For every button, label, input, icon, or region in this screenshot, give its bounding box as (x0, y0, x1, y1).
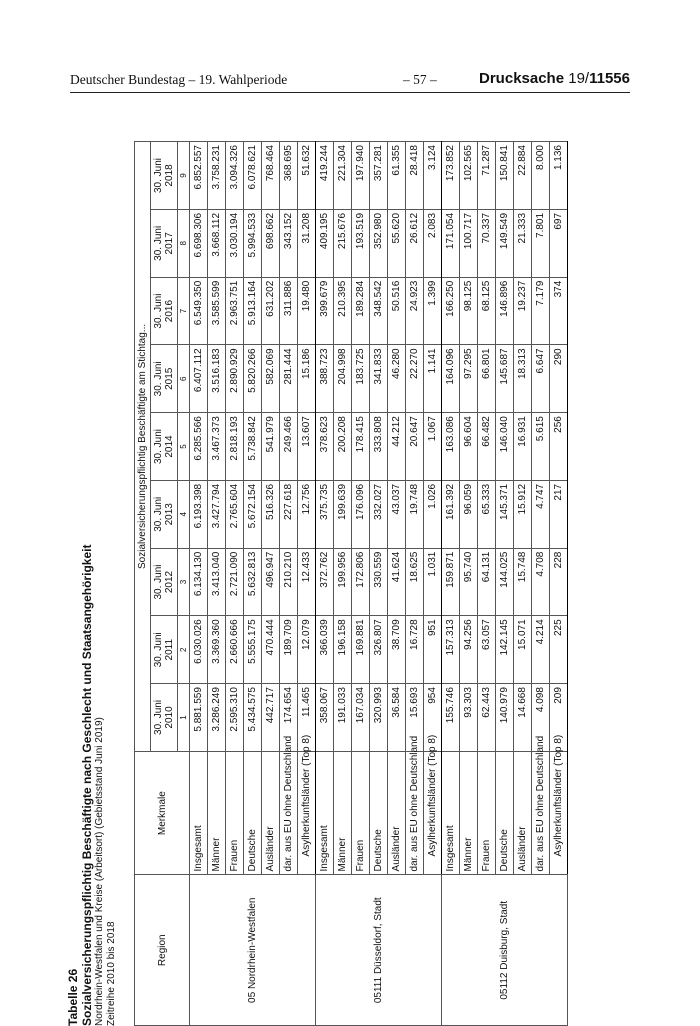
value-cell: 173.852 (442, 142, 460, 210)
value-cell: 196.158 (334, 616, 352, 684)
value-cell: 6.193.398 (190, 480, 208, 548)
value-cell: 178.415 (352, 413, 370, 481)
value-cell: 541.979 (262, 413, 280, 481)
value-cell: 21.333 (514, 209, 532, 277)
year-header (151, 142, 178, 210)
value-cell: 582.069 (262, 345, 280, 413)
value-cell: 199.956 (334, 548, 352, 616)
year-header-year: 2013 (164, 503, 175, 526)
merkmal-cell: Insgesamt (316, 751, 334, 875)
year-header (151, 480, 178, 548)
year-header (151, 616, 178, 684)
value-cell: 631.202 (262, 277, 280, 345)
value-cell: 150.841 (496, 142, 514, 210)
value-cell: 65.333 (478, 480, 496, 548)
value-cell: 2.083 (424, 209, 442, 277)
region-cell: 05111 Düsseldorf, Stadt (316, 875, 442, 1026)
table-subtitle: Nordrhein-Westfalen und Kreise (Arbeitsort) (Gebietsstand Juni 2019) (94, 717, 105, 1026)
merkmal-cell: Insgesamt (442, 751, 460, 875)
value-cell: 249.466 (280, 413, 298, 481)
value-cell: 159.871 (442, 548, 460, 616)
value-cell: 145.687 (496, 345, 514, 413)
value-cell: 2.963.751 (226, 277, 244, 345)
value-cell: 197.940 (352, 142, 370, 210)
value-cell: 63.057 (478, 616, 496, 684)
value-cell: 144.025 (496, 548, 514, 616)
value-cell: 14.668 (514, 684, 532, 752)
merkmal-cell: Deutsche (370, 751, 388, 875)
value-cell: 5.738.842 (244, 413, 262, 481)
merkmal-cell: Ausländer (514, 751, 532, 875)
year-header-year: 2011 (164, 638, 175, 661)
value-cell: 954 (424, 684, 442, 752)
value-cell: 22.270 (406, 345, 424, 413)
header-page-number: – 57 – (403, 72, 437, 87)
year-header-date: 30. Juni (153, 293, 164, 329)
value-cell: 15.186 (298, 345, 316, 413)
value-cell: 146.040 (496, 413, 514, 481)
value-cell: 210.210 (280, 548, 298, 616)
value-cell: 15.071 (514, 616, 532, 684)
value-cell: 62.443 (478, 684, 496, 752)
value-cell: 163.086 (442, 413, 460, 481)
value-cell: 3.094.326 (226, 142, 244, 210)
year-header-year: 2016 (164, 299, 175, 323)
value-cell: 71.287 (478, 142, 496, 210)
value-cell: 19.748 (406, 480, 424, 548)
value-cell: 6.030.026 (190, 616, 208, 684)
value-cell: 167.034 (352, 684, 370, 752)
value-cell: 18.625 (406, 548, 424, 616)
value-cell: 3.030.194 (226, 209, 244, 277)
value-cell: 6.647 (532, 345, 550, 413)
year-header-year: 2010 (164, 706, 175, 729)
column-index: 4 (178, 480, 190, 548)
value-cell: 4.214 (532, 616, 550, 684)
year-header-date: 30. Juni (153, 225, 164, 261)
year-header-year: 2018 (164, 164, 175, 187)
value-cell: 68.125 (478, 277, 496, 345)
value-cell: 768.464 (262, 142, 280, 210)
year-header-date: 30. Juni (153, 699, 164, 735)
year-header-year: 2017 (164, 232, 175, 255)
value-cell: 281.444 (280, 345, 298, 413)
value-cell: 8.000 (532, 142, 550, 210)
table-row (190, 142, 208, 1026)
column-index: 5 (178, 413, 190, 481)
employment-table (134, 141, 568, 1026)
value-cell: 157.313 (442, 616, 460, 684)
value-cell: 41.624 (388, 548, 406, 616)
value-cell: 176.096 (352, 480, 370, 548)
value-cell: 166.250 (442, 277, 460, 345)
value-cell: 66.482 (478, 413, 496, 481)
value-cell: 357.281 (370, 142, 388, 210)
value-cell: 12.433 (298, 548, 316, 616)
merkmal-cell: Ausländer (262, 751, 280, 875)
merkmale-header: Merkmale (135, 751, 190, 875)
value-cell: 496.947 (262, 548, 280, 616)
merkmal-cell: Frauen (478, 751, 496, 875)
value-cell: 191.033 (334, 684, 352, 752)
merkmal-cell: Deutsche (496, 751, 514, 875)
value-cell: 221.304 (334, 142, 352, 210)
value-cell: 97.295 (460, 345, 478, 413)
merkmal-cell: Asylherkunftsländer (Top 8) (298, 751, 316, 875)
merkmal-cell: Frauen (226, 751, 244, 875)
value-cell: 374 (550, 277, 568, 345)
value-cell: 200.208 (334, 413, 352, 481)
table-period: Zeitreihe 2010 bis 2018 (106, 921, 117, 1026)
year-header (151, 548, 178, 616)
merkmal-cell: Männer (460, 751, 478, 875)
value-cell: 6.285.566 (190, 413, 208, 481)
value-cell: 1.399 (424, 277, 442, 345)
value-cell: 199.639 (334, 480, 352, 548)
value-cell: 142.145 (496, 616, 514, 684)
column-index: 7 (178, 277, 190, 345)
value-cell: 5.555.175 (244, 616, 262, 684)
value-cell: 1.136 (550, 142, 568, 210)
value-cell: 6.407.112 (190, 345, 208, 413)
column-index: 3 (178, 548, 190, 616)
column-index: 8 (178, 209, 190, 277)
value-cell: 2.890.929 (226, 345, 244, 413)
value-cell: 189.284 (352, 277, 370, 345)
value-cell: 6.698.306 (190, 209, 208, 277)
value-cell: 164.096 (442, 345, 460, 413)
value-cell: 348.542 (370, 277, 388, 345)
value-cell: 7.179 (532, 277, 550, 345)
year-header-date: 30. Juni (153, 496, 164, 532)
value-cell: 50.516 (388, 277, 406, 345)
value-cell: 5.434.575 (244, 684, 262, 752)
value-cell: 11.465 (298, 684, 316, 752)
value-cell: 64.131 (478, 548, 496, 616)
value-cell: 13.607 (298, 413, 316, 481)
value-cell: 15.693 (406, 684, 424, 752)
value-cell: 183.725 (352, 345, 370, 413)
year-header (151, 209, 178, 277)
header-publication: Deutscher Bundestag – 19. Wahlperiode (70, 72, 288, 87)
value-cell: 16.931 (514, 413, 532, 481)
value-cell: 1.141 (424, 345, 442, 413)
value-cell: 7.801 (532, 209, 550, 277)
year-header-year: 2015 (164, 367, 175, 390)
value-cell: 368.695 (280, 142, 298, 210)
header-doc-label: Drucksache (479, 70, 565, 87)
value-cell: 6.549.350 (190, 277, 208, 345)
value-cell: 98.125 (460, 277, 478, 345)
value-cell: 375.735 (316, 480, 334, 548)
value-cell: 326.807 (370, 616, 388, 684)
value-cell: 26.612 (406, 209, 424, 277)
value-cell: 470.444 (262, 616, 280, 684)
value-cell: 3.516.183 (208, 345, 226, 413)
value-cell: 3.124 (424, 142, 442, 210)
value-cell: 1.026 (424, 480, 442, 548)
year-header-year: 2014 (164, 435, 175, 458)
region-header: Region (135, 875, 190, 1026)
value-cell: 3.585.599 (208, 277, 226, 345)
value-cell: 16.728 (406, 616, 424, 684)
region-cell: 05112 Duisburg, Stadt (442, 875, 568, 1026)
value-cell: 2.660.666 (226, 616, 244, 684)
table-title: Sozialversicherungspflichtig Beschäftigte nach Geschlecht und Staatsangehörigkeit (80, 544, 94, 1026)
value-cell: 388.723 (316, 345, 334, 413)
merkmal-cell: Ausländer (388, 751, 406, 875)
value-cell: 6.134.130 (190, 548, 208, 616)
value-cell: 341.833 (370, 345, 388, 413)
merkmal-cell: dar. aus EU ohne Deutschland (406, 751, 424, 875)
value-cell: 2.595.310 (226, 684, 244, 752)
merkmal-cell: Asylherkunftsländer (Top 8) (424, 751, 442, 875)
value-cell: 149.549 (496, 209, 514, 277)
value-cell: 951 (424, 616, 442, 684)
table-row (442, 142, 460, 1026)
column-index: 9 (178, 142, 190, 210)
value-cell: 332.027 (370, 480, 388, 548)
value-cell: 38.709 (388, 616, 406, 684)
year-header-date: 30. Juni (153, 429, 164, 465)
value-cell: 51.632 (298, 142, 316, 210)
value-cell: 2.765.604 (226, 480, 244, 548)
value-cell: 698.662 (262, 209, 280, 277)
value-cell: 174.654 (280, 684, 298, 752)
value-cell: 210.395 (334, 277, 352, 345)
column-index: 1 (178, 684, 190, 752)
merkmal-cell: dar. aus EU ohne Deutschland (532, 751, 550, 875)
value-cell: 155.746 (442, 684, 460, 752)
value-cell: 5.615 (532, 413, 550, 481)
value-cell: 96.059 (460, 480, 478, 548)
value-cell: 44.212 (388, 413, 406, 481)
value-cell: 12.079 (298, 616, 316, 684)
value-cell: 372.762 (316, 548, 334, 616)
value-cell: 70.337 (478, 209, 496, 277)
value-cell: 358.067 (316, 684, 334, 752)
value-cell: 93.303 (460, 684, 478, 752)
value-cell: 28.418 (406, 142, 424, 210)
region-cell: 05 Nordrhein-Westfalen (190, 875, 316, 1026)
value-cell: 6.078.621 (244, 142, 262, 210)
value-cell: 20.647 (406, 413, 424, 481)
value-cell: 4.708 (532, 548, 550, 616)
year-header (151, 345, 178, 413)
value-cell: 66.801 (478, 345, 496, 413)
value-cell: 1.067 (424, 413, 442, 481)
table-row (316, 142, 334, 1026)
table-caption (66, 545, 118, 1026)
year-header-year: 2012 (164, 570, 175, 594)
value-cell: 5.881.559 (190, 684, 208, 752)
value-cell: 24.923 (406, 277, 424, 345)
value-cell: 146.896 (496, 277, 514, 345)
value-cell: 18.313 (514, 345, 532, 413)
value-cell: 3.427.794 (208, 480, 226, 548)
value-cell: 94.256 (460, 616, 478, 684)
value-cell: 409.195 (316, 209, 334, 277)
year-header-date: 30. Juni (153, 632, 164, 668)
page-header (70, 70, 630, 93)
value-cell: 3.467.373 (208, 413, 226, 481)
value-cell: 3.668.112 (208, 209, 226, 277)
value-cell: 442.717 (262, 684, 280, 752)
value-cell: 46.280 (388, 345, 406, 413)
year-header (151, 684, 178, 752)
value-cell: 19.480 (298, 277, 316, 345)
table-number: Tabelle 26 (66, 968, 80, 1026)
value-cell: 366.039 (316, 616, 334, 684)
value-cell: 189.709 (280, 616, 298, 684)
value-cell: 4.098 (532, 684, 550, 752)
value-cell: 399.679 (316, 277, 334, 345)
value-cell: 1.031 (424, 548, 442, 616)
value-cell: 5.672.154 (244, 480, 262, 548)
value-cell: 320.993 (370, 684, 388, 752)
column-index: 2 (178, 616, 190, 684)
value-cell: 215.676 (334, 209, 352, 277)
value-cell: 256 (550, 413, 568, 481)
merkmal-cell: Männer (208, 751, 226, 875)
value-cell: 19.237 (514, 277, 532, 345)
value-cell: 15.748 (514, 548, 532, 616)
value-cell: 36.584 (388, 684, 406, 752)
value-cell: 330.559 (370, 548, 388, 616)
column-index: 6 (178, 345, 190, 413)
value-cell: 169.881 (352, 616, 370, 684)
year-header (151, 413, 178, 481)
value-cell: 2.721.090 (226, 548, 244, 616)
value-cell: 61.355 (388, 142, 406, 210)
merkmal-cell: Frauen (352, 751, 370, 875)
value-cell: 100.717 (460, 209, 478, 277)
group-header: Sozialversicherungspflichtig Beschäftigte am Stichtag... (135, 142, 151, 752)
value-cell: 516.326 (262, 480, 280, 548)
merkmal-cell: Deutsche (244, 751, 262, 875)
value-cell: 145.371 (496, 480, 514, 548)
value-cell: 43.037 (388, 480, 406, 548)
value-cell: 172.806 (352, 548, 370, 616)
value-cell: 4.747 (532, 480, 550, 548)
year-header-date: 30. Juni (153, 564, 164, 600)
value-cell: 5.632.813 (244, 548, 262, 616)
value-cell: 15.912 (514, 480, 532, 548)
value-cell: 352.980 (370, 209, 388, 277)
value-cell: 419.244 (316, 142, 334, 210)
merkmal-cell: Insgesamt (190, 751, 208, 875)
value-cell: 96.604 (460, 413, 478, 481)
rotated-table-section (66, 126, 646, 1026)
year-header-date: 30. Juni (153, 361, 164, 397)
value-cell: 3.413.040 (208, 548, 226, 616)
value-cell: 227.618 (280, 480, 298, 548)
header-doc-period: 19/ (568, 70, 590, 87)
value-cell: 343.152 (280, 209, 298, 277)
value-cell: 697 (550, 209, 568, 277)
value-cell: 378.623 (316, 413, 334, 481)
value-cell: 22.884 (514, 142, 532, 210)
value-cell: 5.913.164 (244, 277, 262, 345)
header-doc-id: 11556 (589, 70, 630, 87)
value-cell: 3.369.360 (208, 616, 226, 684)
value-cell: 171.054 (442, 209, 460, 277)
value-cell: 6.852.557 (190, 142, 208, 210)
value-cell: 290 (550, 345, 568, 413)
merkmal-cell: dar. aus EU ohne Deutschland (280, 751, 298, 875)
value-cell: 140.979 (496, 684, 514, 752)
value-cell: 5.820.266 (244, 345, 262, 413)
header-document-number (479, 70, 630, 87)
value-cell: 228 (550, 548, 568, 616)
merkmal-cell: Männer (334, 751, 352, 875)
year-header-date: 30. Juni (153, 157, 164, 193)
value-cell: 55.620 (388, 209, 406, 277)
merkmal-cell: Asylherkunftsländer (Top 8) (550, 751, 568, 875)
year-header (151, 277, 178, 345)
value-cell: 161.392 (442, 480, 460, 548)
value-cell: 225 (550, 616, 568, 684)
value-cell: 31.208 (298, 209, 316, 277)
value-cell: 2.818.193 (226, 413, 244, 481)
value-cell: 209 (550, 684, 568, 752)
value-cell: 333.808 (370, 413, 388, 481)
value-cell: 193.519 (352, 209, 370, 277)
value-cell: 3.286.249 (208, 684, 226, 752)
value-cell: 3.758.231 (208, 142, 226, 210)
value-cell: 95.740 (460, 548, 478, 616)
value-cell: 12.756 (298, 480, 316, 548)
value-cell: 5.994.533 (244, 209, 262, 277)
value-cell: 102.565 (460, 142, 478, 210)
value-cell: 217 (550, 480, 568, 548)
value-cell: 204.998 (334, 345, 352, 413)
value-cell: 311.886 (280, 277, 298, 345)
